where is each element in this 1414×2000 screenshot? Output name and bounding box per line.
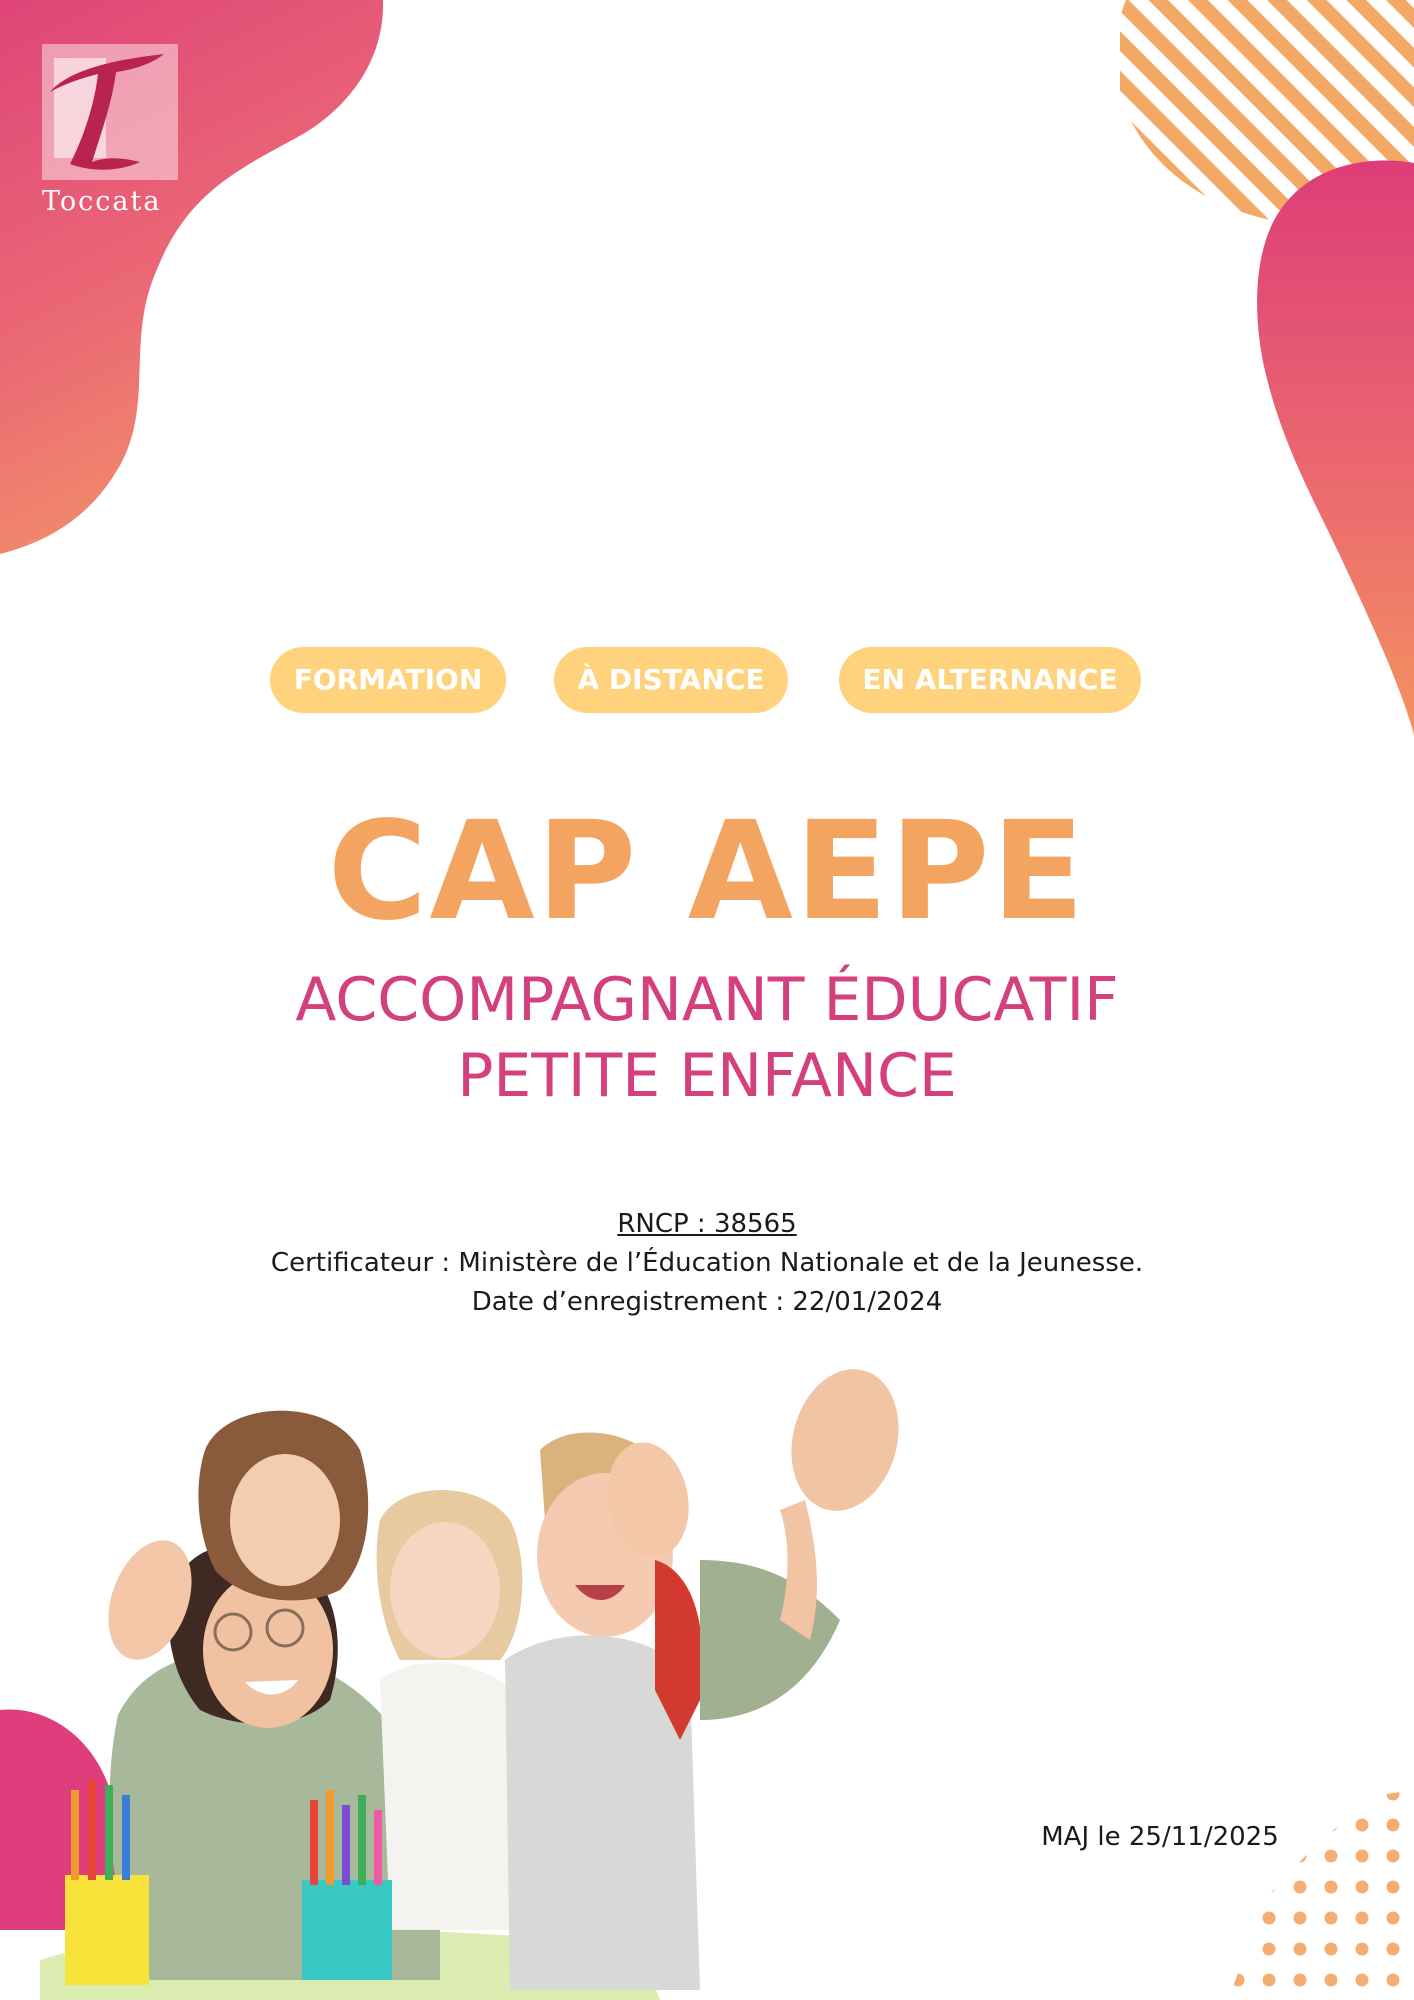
tag-a-distance: À DISTANCE — [554, 647, 788, 713]
logo-brand-name: Toccata — [42, 186, 162, 217]
tag-en-alternance: EN ALTERNANCE — [839, 647, 1141, 713]
subtitle-line-1: ACCOMPAGNANT ÉDUCATIF — [295, 965, 1119, 1035]
tag-formation: FORMATION — [270, 647, 506, 713]
page-title: CAP AEPE — [327, 793, 1087, 951]
registration-date: Date d’enregistrement : 22/01/2024 — [471, 1287, 943, 1317]
rncp-link[interactable]: RNCP : 38565 — [617, 1209, 797, 1239]
update-date: MAJ le 25/11/2025 — [1041, 1822, 1279, 1852]
subtitle-line-2: PETITE ENFANCE — [457, 1041, 957, 1111]
certificateur-text: Certificateur : Ministère de l’Éducation Nationale et de la Jeunesse. — [270, 1248, 1144, 1278]
